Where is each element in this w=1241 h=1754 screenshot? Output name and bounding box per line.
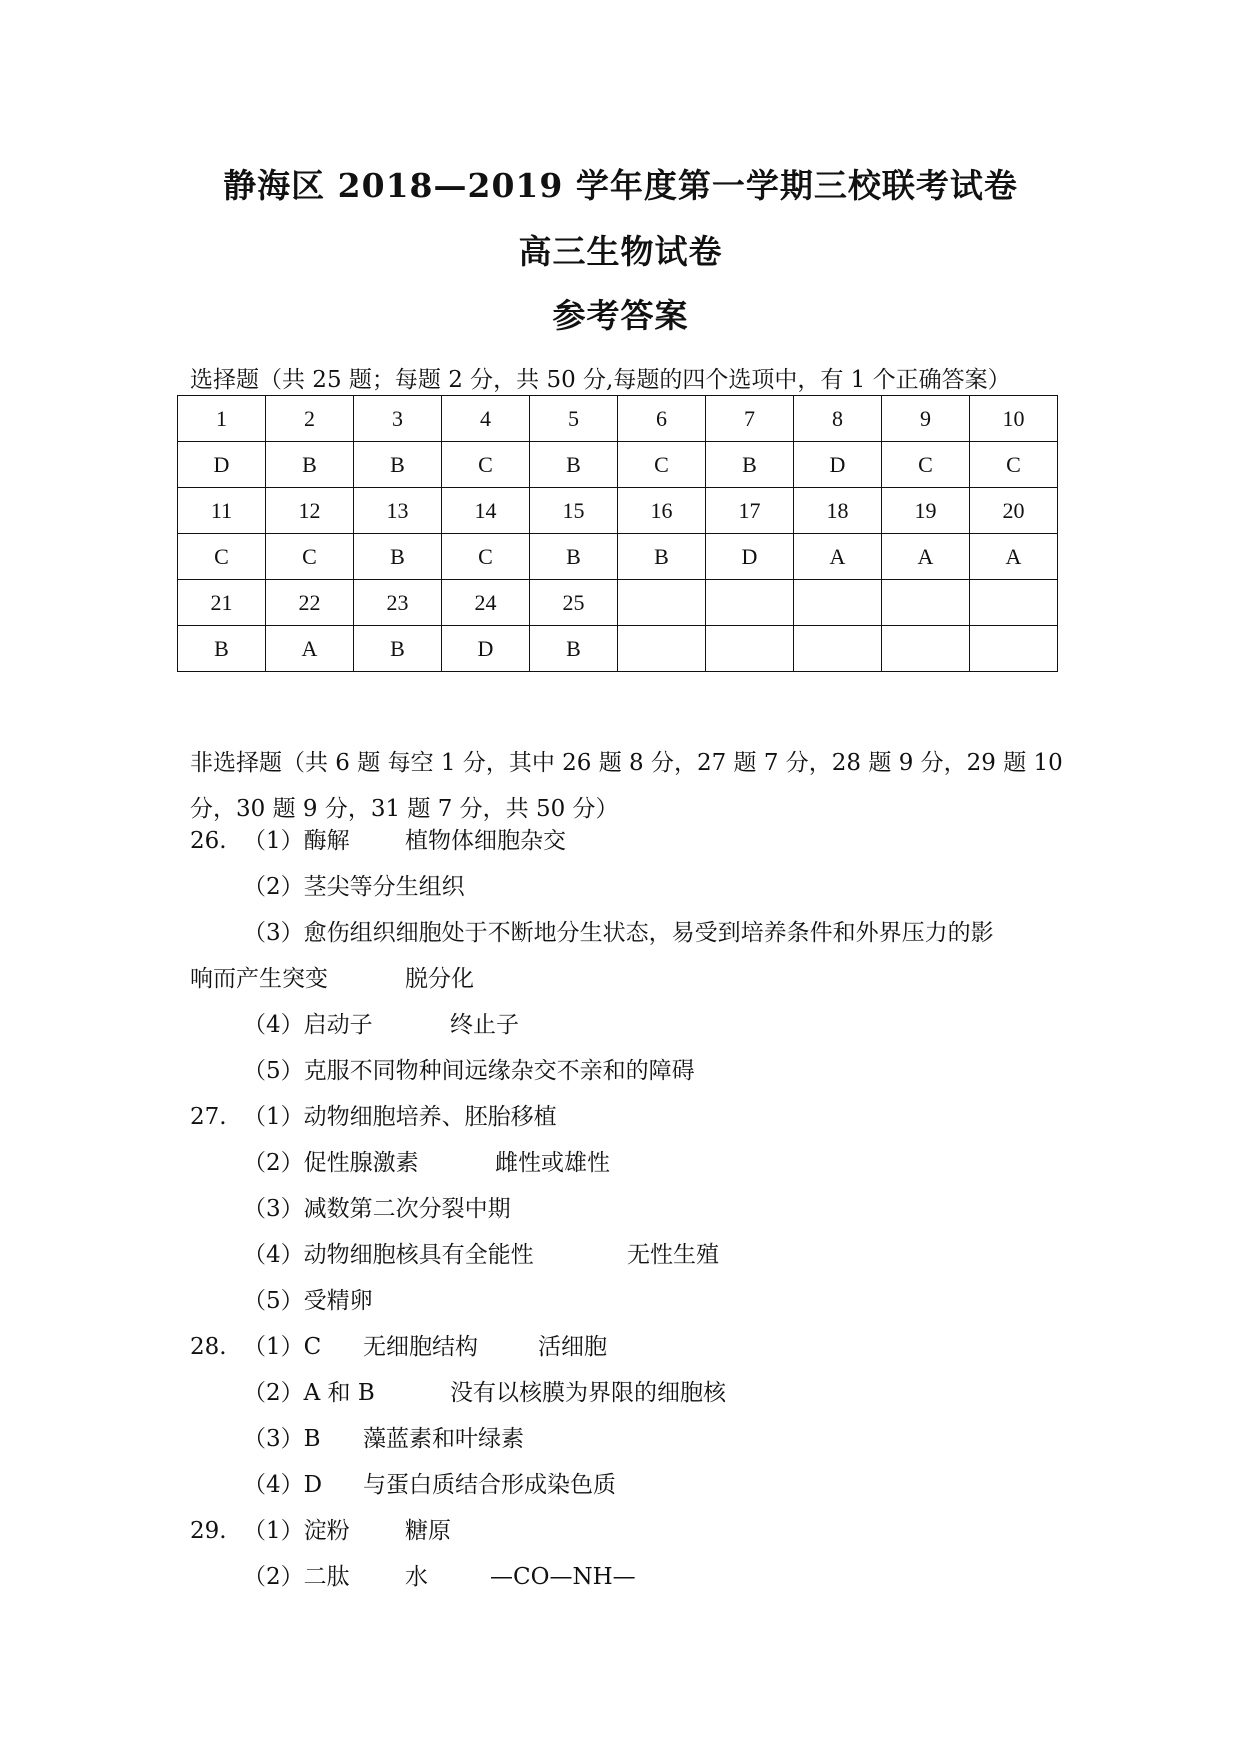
answer-text: 植物体细胞杂交 [405,828,566,854]
answer-table-row [178,396,1058,442]
question-number-cell: 5 [530,396,618,442]
question-number-cell: 13 [354,488,442,534]
answer-letter-cell: D [794,442,882,488]
question-number-cell [706,580,794,626]
answer-letter-cell: C [442,442,530,488]
question-number-cell: 23 [354,580,442,626]
question-number-cell: 21 [178,580,266,626]
answer-text: （4）D [243,1472,323,1498]
answer-text: 水 [405,1564,428,1590]
answer-letter-cell [882,626,970,672]
answer-text: （1）酶解 [243,828,350,854]
answer-text: （4）动物细胞核具有全能性 [243,1242,534,1268]
answer-text: （3）愈伤组织细胞处于不断地分生状态，易受到培养条件和外界压力的影 [243,920,994,946]
question-number: 28. [190,1334,227,1360]
answer-text: —CO—NH— [490,1564,636,1590]
open-questions-intro: 非选择题（共 6 题 每空 1 分，其中 26 题 8 分，27 题 7 分，28 题 9 分，29 题 10 分，30 题 9 分，31 题 7 分，共 50 分） [190,750,1063,822]
question-number-cell [618,580,706,626]
answer-letter-cell: A [882,534,970,580]
answer-text: （2）二肽 [243,1564,350,1590]
answer-letter-cell: C [178,534,266,580]
answer-text: 糖原 [405,1518,451,1544]
answer-text: （4）启动子 [243,1012,373,1038]
question-number-cell: 11 [178,488,266,534]
answer-text: 终止子 [450,1012,519,1038]
question-number: 27. [190,1104,227,1130]
answer-text: （1）淀粉 [243,1518,350,1544]
question-number-cell: 7 [706,396,794,442]
answer-text: （5）克服不同物种间远缘杂交不亲和的障碍 [243,1058,695,1084]
answer-letter-cell: B [178,626,266,672]
answer-letter-cell: C [618,442,706,488]
answer-text: （2）A 和 B [243,1380,375,1406]
question-number-cell: 8 [794,396,882,442]
question-number-cell: 10 [970,396,1058,442]
answer-letter-cell: B [354,534,442,580]
answer-text: 无细胞结构 [363,1334,478,1360]
answer-table-row [178,580,1058,626]
question-number-cell: 2 [266,396,354,442]
answer-text: （1）C [243,1334,322,1360]
answer-text: （3）减数第二次分裂中期 [243,1196,511,1222]
question-number-cell: 14 [442,488,530,534]
answer-letter-cell: B [354,626,442,672]
question-number-cell: 18 [794,488,882,534]
answer-text: （5）受精卵 [243,1288,373,1314]
answer-letter-cell: C [970,442,1058,488]
question-number-cell: 25 [530,580,618,626]
question-number-cell: 1 [178,396,266,442]
answer-text: 与蛋白质结合形成染色质 [363,1472,616,1498]
answer-letter-cell: B [266,442,354,488]
answer-text: 无性生殖 [627,1242,719,1268]
answer-key-heading: 参考答案 [552,296,689,335]
answer-letter-cell: B [706,442,794,488]
question-number-cell: 17 [706,488,794,534]
answer-letter-cell: B [618,534,706,580]
answer-text: 雌性或雄性 [495,1150,610,1176]
answer-letter-cell: B [530,534,618,580]
question-number-cell: 6 [618,396,706,442]
answer-table-row [178,534,1058,580]
question-number-cell [970,580,1058,626]
question-number-cell: 24 [442,580,530,626]
question-number: 26. [190,828,227,854]
question-number-cell: 3 [354,396,442,442]
answer-letter-cell: D [178,442,266,488]
answer-letter-cell: A [266,626,354,672]
answer-text: （3）B [243,1426,321,1452]
answer-table [177,395,1058,672]
answer-letter-cell: B [354,442,442,488]
answer-table-row [178,488,1058,534]
question-number-cell: 20 [970,488,1058,534]
question-number-cell: 9 [882,396,970,442]
question-number-cell [794,580,882,626]
question-number-cell: 15 [530,488,618,534]
question-number: 29. [190,1518,227,1544]
answer-letter-cell: B [530,626,618,672]
answer-text: 藻蓝素和叶绿素 [363,1426,524,1452]
answer-letter-cell [618,626,706,672]
answer-letter-cell: C [266,534,354,580]
answer-letter-cell: A [794,534,882,580]
answer-table-row [178,442,1058,488]
answer-text: （2）促性腺激素 [243,1150,419,1176]
answer-text: 脱分化 [405,966,474,992]
question-number-cell [882,580,970,626]
question-number-cell: 12 [266,488,354,534]
answer-text: （1）动物细胞培养、胚胎移植 [243,1104,557,1130]
answer-letter-cell: B [530,442,618,488]
exam-title: 静海区 2018—2019 学年度第一学期三校联考试卷 [223,166,1018,205]
answer-text: 响而产生突变 [190,966,328,992]
question-number-cell: 16 [618,488,706,534]
answer-letter-cell [970,626,1058,672]
question-number-cell: 19 [882,488,970,534]
answer-letter-cell: C [882,442,970,488]
answer-letter-cell: D [442,626,530,672]
answer-letter-cell: C [442,534,530,580]
answer-letter-cell: A [970,534,1058,580]
answer-letter-cell: D [706,534,794,580]
question-number-cell: 4 [442,396,530,442]
answer-table-row [178,626,1058,672]
question-number-cell: 22 [266,580,354,626]
answer-letter-cell [794,626,882,672]
answer-text: （2）茎尖等分生组织 [243,874,465,900]
answer-text: 活细胞 [538,1334,607,1360]
answer-text: 没有以核膜为界限的细胞核 [450,1380,726,1406]
answer-letter-cell [706,626,794,672]
multiple-choice-intro: 选择题（共 25 题；每题 2 分，共 50 分,每题的四个选项中，有 1 个正确答案） [190,367,1011,393]
exam-subtitle: 高三生物试卷 [518,232,723,271]
